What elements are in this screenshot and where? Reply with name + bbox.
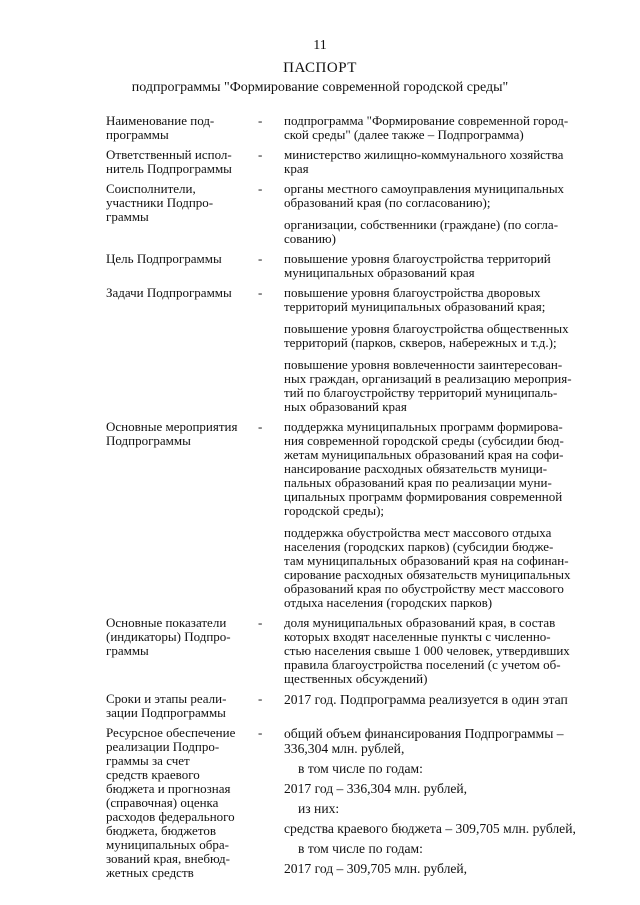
row-dash: - <box>258 113 263 128</box>
row-dash: - <box>258 691 263 706</box>
row-value: организации, собственники (граждане) (по согла- сованию) <box>284 217 559 246</box>
row-indicators <box>106 616 612 686</box>
row-label: Ответственный испол- нитель Подпрограммы <box>106 147 232 176</box>
row-label: Основные показатели (индикаторы) Подпро- граммы <box>106 615 231 658</box>
row-value: общий объем финансирования Подпрограммы – 336,304 млн. рублей, <box>284 726 564 756</box>
row-value: подпрограмма "Формирование современной город- ской среды" (далее также – Подпрограмма) <box>284 113 569 142</box>
document-subtitle: подпрограммы "Формирование современной городской среды" <box>131 80 509 95</box>
row-values <box>284 420 612 610</box>
row-values <box>284 726 612 881</box>
row-label: Соисполнители, участники Подпро- граммы <box>106 181 214 224</box>
page-number: 11 <box>313 38 327 53</box>
row-value: в том числе по годам: <box>298 841 423 856</box>
row-values <box>284 148 612 176</box>
row-dash: - <box>258 419 263 434</box>
row-value: министерство жилищно-коммунального хозяйства края <box>284 147 564 176</box>
passport-table <box>106 114 612 887</box>
row-values <box>284 252 612 280</box>
row-label: Задачи Подпрограммы <box>106 285 232 300</box>
row-label: Наименование под- программы <box>106 113 215 142</box>
row-value: повышение уровня благоустройства территорий муниципальных образований края <box>284 251 551 280</box>
row-value: 2017 год – 336,304 млн. рублей, <box>284 781 468 796</box>
row-values <box>284 692 612 720</box>
row-value: поддержка обустройства мест массового отдыха населения (городских парков) (субсидии бюдже- там муниципальных образований края на софинан- сирование расходных обязательств муниципальных образований края по обустройству мест массового отдыха населения (городских парков) <box>284 525 571 610</box>
row-value: средства краевого бюджета – 309,705 млн. рублей, <box>284 821 576 836</box>
row-value: повышение уровня вовлеченности заинтересован- ных граждан, организаций в реализацию мероприя- тий по благоустройству территорий муниципаль- ных образований края <box>284 357 572 414</box>
row-dash: - <box>258 725 263 740</box>
row-value: органы местного самоуправления муниципальных образований края (по согласованию); <box>284 181 565 210</box>
row-dash: - <box>258 285 263 300</box>
row-value: повышение уровня благоустройства общественных территорий (парков, скверов, набережных и т.д.); <box>284 321 569 350</box>
document-title: ПАСПОРТ <box>283 60 357 76</box>
row-dash: - <box>258 251 263 266</box>
row-label: Цель Подпрограммы <box>106 251 222 266</box>
row-value: из них: <box>298 801 340 816</box>
row-value: повышение уровня благоустройства дворовых территорий муниципальных образований края; <box>284 285 546 314</box>
row-resources <box>106 726 612 881</box>
row-values <box>284 616 612 686</box>
row-value: 2017 год – 309,705 млн. рублей, <box>284 861 468 876</box>
row-value: 2017 год. Подпрограмма реализуется в один этап <box>284 692 568 707</box>
row-label: Основные мероприятия Подпрограммы <box>106 419 238 448</box>
row-values <box>284 114 612 142</box>
row-dash: - <box>258 147 263 162</box>
row-dash: - <box>258 181 263 196</box>
row-name <box>106 114 612 142</box>
row-values <box>284 286 612 414</box>
row-dash: - <box>258 615 263 630</box>
row-activities <box>106 420 612 610</box>
row-coexecutors <box>106 182 612 246</box>
row-responsible <box>106 148 612 176</box>
row-value: поддержка муниципальных программ формирова- ния современной городской среды (субсидии бюд- жетам муниципальных образований края на софи- нансирование расходных обязательств муници- пальных образований края по реализации муни- ципальных программ формирования современной городской среды); <box>284 419 564 518</box>
row-terms <box>106 692 612 720</box>
row-value: в том числе по годам: <box>298 761 423 776</box>
row-values <box>284 182 612 246</box>
row-label: Ресурсное обеспечение реализации Подпро- граммы за счет средств краевого бюджета и прогнозная (справочная) оценка расходов федерального бюджета, бюджетов муниципальных обра- зований края, внебюд- жетных средств <box>106 725 236 880</box>
row-goal <box>106 252 612 280</box>
row-value: доля муниципальных образований края, в состав которых входят населенные пункты с численно- стью населения свыше 1 000 человек, утвердивших правила благоустройства поселений (с учетом об- щественных обсуждений) <box>284 615 570 686</box>
row-label: Сроки и этапы реали- зации Подпрограммы <box>106 691 227 720</box>
row-tasks <box>106 286 612 414</box>
